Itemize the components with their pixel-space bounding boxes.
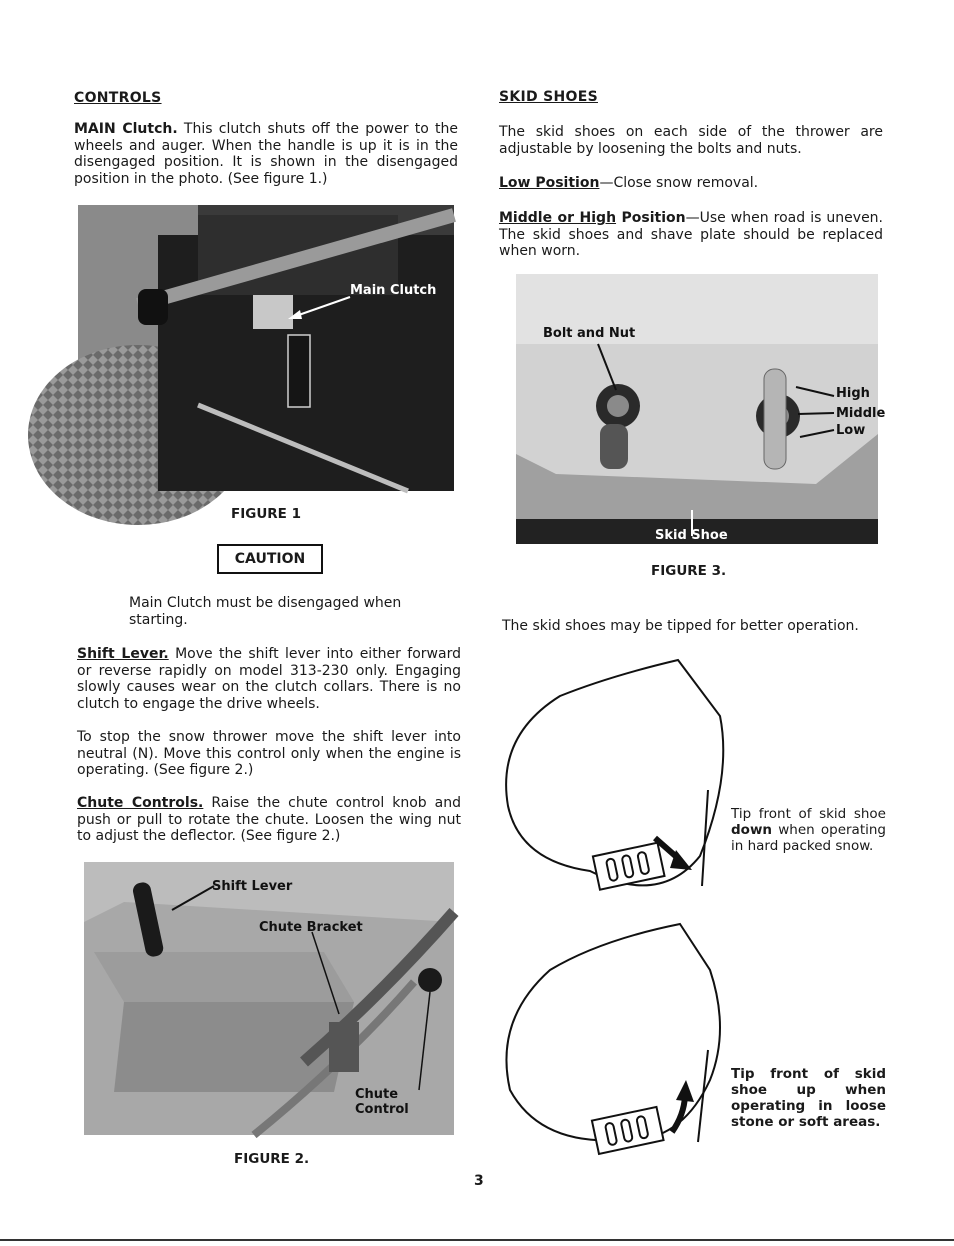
figure1-caption: FIGURE 1 xyxy=(231,506,301,522)
skid-intro-paragraph: The skid shoes on each side of the thrower are adjustable by loosening the bolts and nuts. xyxy=(499,124,883,157)
tip-down-pre: Tip front of skid shoe xyxy=(731,806,886,822)
middle-high-paragraph xyxy=(499,210,883,260)
main-clutch-text: This clutch shuts off the power to the wheels and auger. When the handle is up it is in the disengaged position. It is shown in the disengaged position in the photo. (See figure 1.) xyxy=(74,121,458,187)
high-label: High xyxy=(836,386,870,401)
chute-bracket-overlay-label: Chute Bracket xyxy=(259,920,363,935)
low-position-paragraph xyxy=(499,175,883,192)
page-number: 3 xyxy=(474,1173,484,1189)
main-clutch-paragraph xyxy=(74,121,458,187)
figure2-caption: FIGURE 2. xyxy=(234,1151,310,1167)
middle-high-text: —Use when road is uneven. The skid shoes and shave plate should be replaced when worn. xyxy=(499,210,884,259)
main-clutch-overlay-label: Main Clutch xyxy=(350,283,437,298)
shift-lever-label: Shift Lever. xyxy=(77,646,169,662)
low-position-text: —Close snow removal. xyxy=(599,175,759,191)
tip-down-post: when operating in hard packed snow. xyxy=(731,822,886,854)
skid-shoe-up-diagram xyxy=(500,920,730,1160)
low-position-label: Low Position xyxy=(499,175,600,191)
caution-text: Main Clutch must be disengaged when starting. xyxy=(129,595,402,628)
controls-heading: CONTROLS xyxy=(74,90,162,106)
chute-controls-paragraph xyxy=(77,795,461,845)
caution-label: CAUTION xyxy=(234,551,306,567)
tip-down-text xyxy=(731,806,886,854)
shift-lever-text: Move the shift lever into either forward or reverse rapidly on model 313-230 only. Engaging slowly causes wear on the clutch collars. There is no clutch to engage the drive wheels. xyxy=(77,646,461,712)
middle-label: Middle xyxy=(836,406,886,421)
tipped-paragraph: The skid shoes may be tipped for better operation. xyxy=(502,618,859,634)
low-label: Low xyxy=(836,423,866,438)
chute-controls-label: Chute Controls. xyxy=(77,795,204,811)
figure3-photo xyxy=(516,274,886,544)
shift-lever-paragraph xyxy=(77,646,461,712)
tip-up-text: Tip front of skid shoe up when operating in loose stone or soft areas. xyxy=(731,1066,886,1130)
figure1-photo xyxy=(78,205,454,491)
caution-box xyxy=(217,544,323,574)
main-clutch-label: MAIN Clutch. xyxy=(74,121,178,137)
skid-shoe-down-diagram xyxy=(500,656,730,892)
skid-shoes-heading: SKID SHOES xyxy=(499,89,598,105)
skid-shoe-label: Skid Shoe xyxy=(655,528,728,543)
figure2-photo xyxy=(84,862,454,1135)
stop-paragraph: To stop the snow thrower move the shift lever into neutral (N). Move this control only when the engine is operating. (See figure 2.) xyxy=(77,729,461,778)
bolt-and-nut-label: Bolt and Nut xyxy=(543,326,636,341)
bottom-rule xyxy=(0,1239,954,1241)
shift-lever-overlay-label: Shift Lever xyxy=(212,879,293,894)
chute-control-overlay-label: Chute Control xyxy=(355,1087,409,1117)
chute-controls-text: Raise the chute control knob and push or pull to rotate the chute. Loosen the wing nut to adjust the deflector. (See figure 2.) xyxy=(77,795,461,844)
figure3-caption: FIGURE 3. xyxy=(651,563,727,579)
tip-down-bold: down xyxy=(731,822,773,838)
middle-high-label2: Position xyxy=(616,210,686,226)
middle-high-label: Middle or High xyxy=(499,210,617,226)
